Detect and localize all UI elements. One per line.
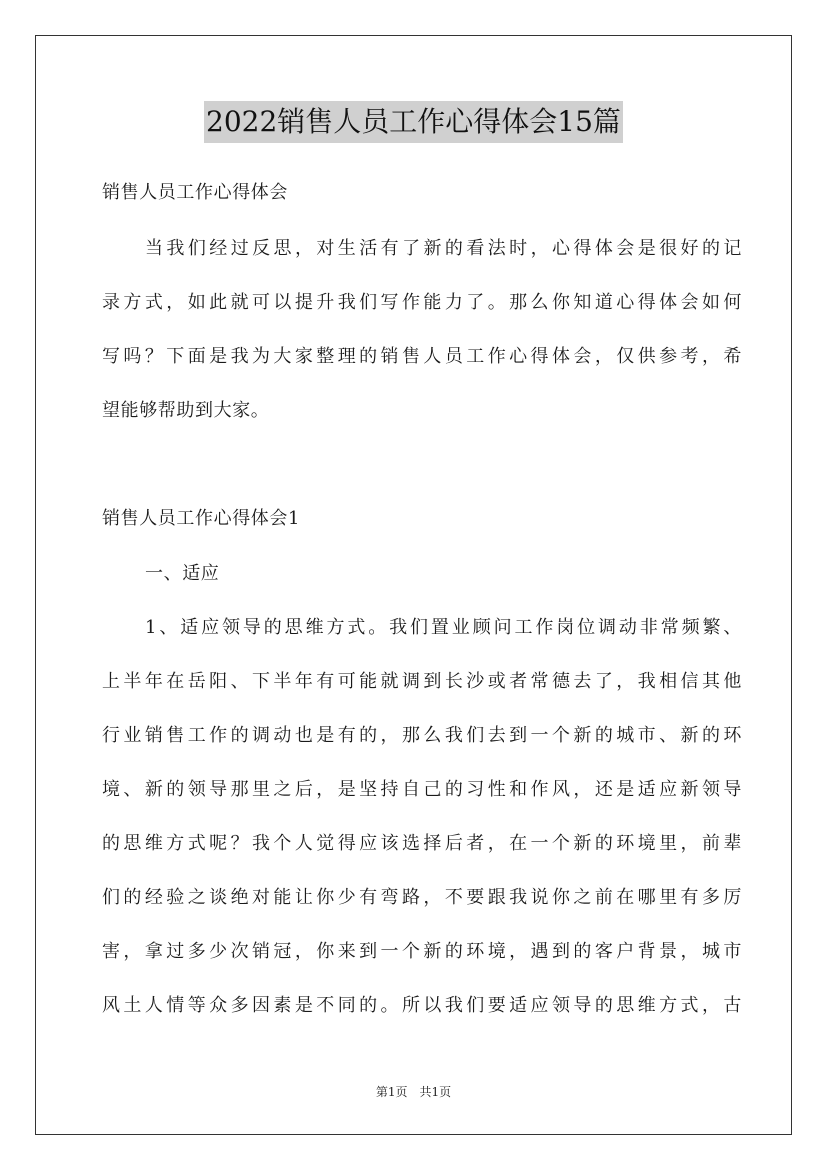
para1-line-1: 1、适应领导的思维方式。我们置业顾问工作岗位调动非常频繁、	[145, 617, 742, 638]
intro-heading: 销售人员工作心得体会	[102, 182, 288, 203]
intro-line-4: 望能够帮助到大家。	[102, 400, 270, 421]
title-wrap	[0, 101, 827, 143]
page-footer: 第1页 共1页	[375, 1085, 452, 1099]
para1-line-2: 上半年在岳阳、下半年有可能就调到长沙或者常德去了，我相信其他	[102, 671, 742, 692]
para1-line-4: 境、新的领导那里之后，是坚持自己的习性和作风，还是适应新领导	[102, 779, 742, 800]
intro-line-2: 录方式，如此就可以提升我们写作能力了。那么你知道心得体会如何	[102, 292, 742, 313]
intro-line-3: 写吗？下面是我为大家整理的销售人员工作心得体会，仅供参考，希	[102, 346, 742, 367]
document-title: 2022销售人员工作心得体会15篇	[204, 101, 623, 143]
para1-line-7: 害，拿过多少次销冠，你来到一个新的环境，遇到的客户背景，城市	[102, 941, 742, 962]
subsection1-heading: 一、适应	[145, 563, 220, 584]
section1-heading: 销售人员工作心得体会1	[102, 508, 301, 529]
intro-line-1: 当我们经过反思，对生活有了新的看法时，心得体会是很好的记	[145, 238, 742, 259]
para1-line-5: 的思维方式呢？我个人觉得应该选择后者，在一个新的环境里，前辈	[102, 833, 742, 854]
para1-line-6: 们的经验之谈绝对能让你少有弯路，不要跟我说你之前在哪里有多厉	[102, 887, 742, 908]
para1-line-3: 行业销售工作的调动也是有的，那么我们去到一个新的城市、新的环	[102, 725, 742, 746]
para1-line-8: 风土人情等众多因素是不同的。所以我们要适应领导的思维方式，古	[102, 995, 742, 1016]
